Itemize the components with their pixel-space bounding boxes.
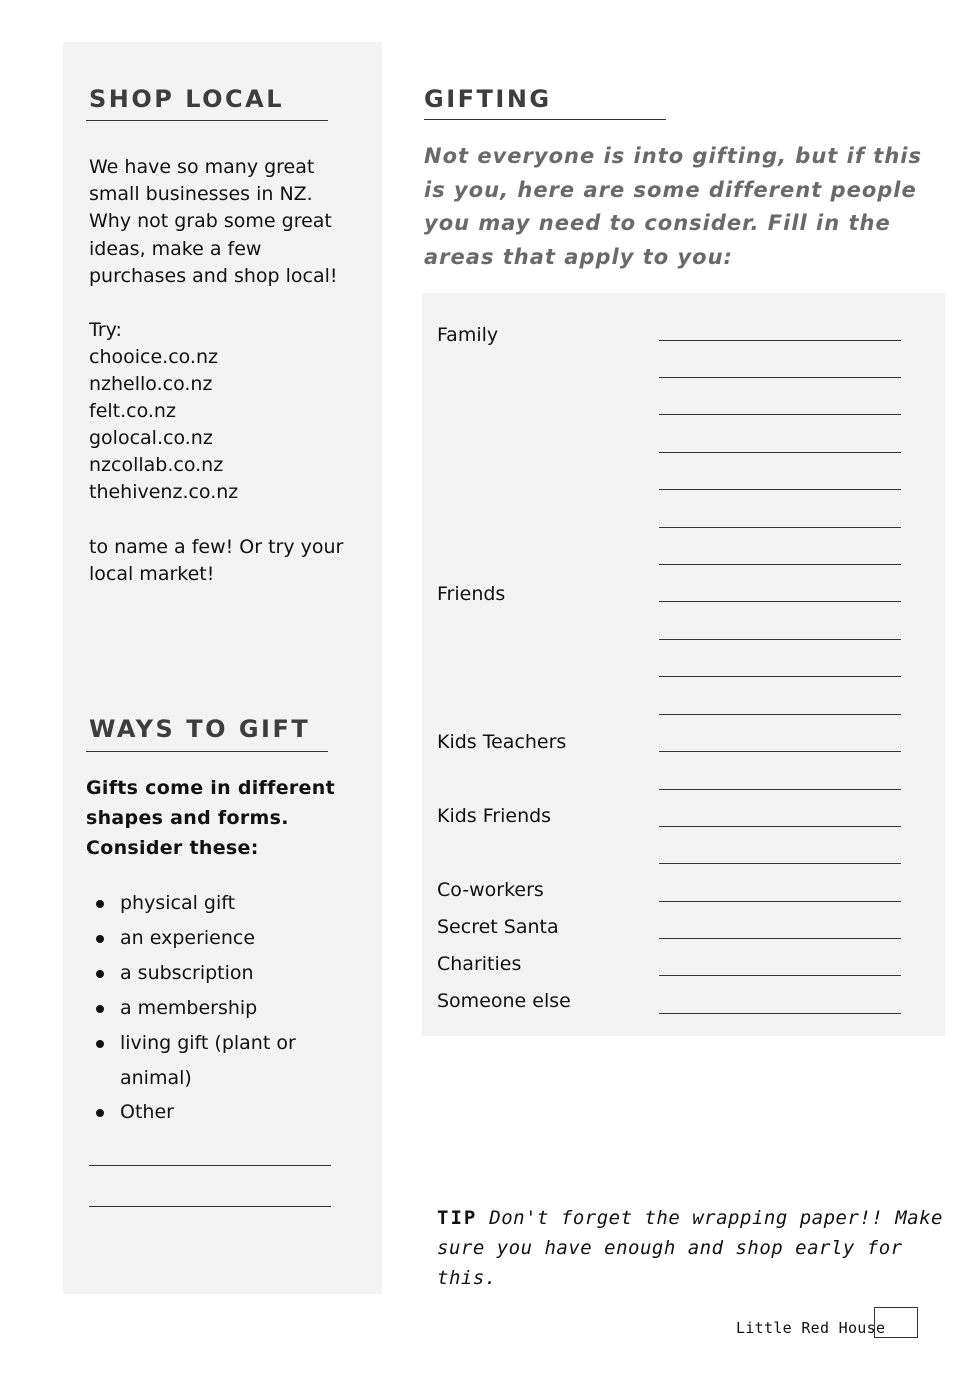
- way-item-other: Other: [120, 1101, 174, 1123]
- try-label: Try:: [89, 319, 122, 341]
- way-item-experience: an experience: [120, 927, 256, 949]
- fill-in-line[interactable]: [659, 676, 901, 677]
- bullet-icon: [96, 1005, 104, 1013]
- recipient-label-family: Family: [437, 324, 499, 346]
- shop-local-heading-rule: [86, 120, 328, 121]
- fill-in-line[interactable]: [659, 863, 901, 864]
- bullet-icon: [96, 935, 104, 943]
- site-item-felt: felt.co.nz: [89, 400, 176, 422]
- fill-in-line[interactable]: [659, 527, 901, 528]
- fill-in-line[interactable]: [659, 789, 901, 790]
- recipient-label-secret-santa: Secret Santa: [437, 916, 559, 938]
- fill-in-line[interactable]: [659, 564, 901, 565]
- fill-in-line[interactable]: [659, 1013, 901, 1014]
- fill-in-line[interactable]: [659, 489, 901, 490]
- shop-local-intro: We have so many great small businesses in NZ. Why not grab some great ideas, make a few purchases and shop local!: [89, 156, 338, 287]
- ways-blank-line-2: [89, 1206, 331, 1207]
- fill-in-line[interactable]: [659, 826, 901, 827]
- ways-to-gift-heading: WAYS TO GIFT: [89, 715, 311, 743]
- recipient-label-charities: Charities: [437, 953, 522, 975]
- bullet-icon: [96, 970, 104, 978]
- bullet-icon: [96, 1109, 104, 1117]
- way-item-subscription: a subscription: [120, 962, 254, 984]
- fill-in-line[interactable]: [659, 340, 901, 341]
- fill-in-line[interactable]: [659, 452, 901, 453]
- tip-body: Don't forget the wrapping paper!! Make sure you have enough and shop early for this.: [437, 1207, 943, 1289]
- recipient-label-friends: Friends: [437, 583, 506, 605]
- recipient-label-kids-teachers: Kids Teachers: [437, 731, 567, 753]
- way-item-membership: a membership: [120, 997, 258, 1019]
- fill-in-line[interactable]: [659, 938, 901, 939]
- bullet-icon: [96, 1040, 104, 1048]
- ways-to-gift-lead: Gifts come in different shapes and forms. Consider these:: [86, 777, 335, 859]
- gifting-heading-rule: [424, 119, 666, 120]
- gifting-heading: GIFTING: [424, 85, 552, 113]
- gifting-intro: Not everyone is into gifting, but if this is you, here are some different people you may need to consider. Fill in the areas that apply to you:: [424, 144, 922, 269]
- tip-label: TIP: [437, 1207, 478, 1229]
- way-item-living-gift: living gift (plant or animal): [120, 1032, 296, 1089]
- fill-in-line[interactable]: [659, 414, 901, 415]
- fill-in-line[interactable]: [659, 377, 901, 378]
- shop-local-outro: to name a few! Or try your local market!: [89, 536, 344, 585]
- site-item-nzhello: nzhello.co.nz: [89, 373, 213, 395]
- recipient-label-co-workers: Co-workers: [437, 879, 544, 901]
- brand-logo-box: [874, 1307, 918, 1338]
- ways-blank-line-1: [89, 1165, 331, 1166]
- recipient-label-someone-else: Someone else: [437, 990, 571, 1012]
- bullet-icon: [96, 900, 104, 908]
- site-item-golocal: golocal.co.nz: [89, 427, 213, 449]
- shop-local-heading: SHOP LOCAL: [89, 85, 285, 113]
- recipient-label-kids-friends: Kids Friends: [437, 805, 552, 827]
- fill-in-line[interactable]: [659, 714, 901, 715]
- site-item-thehivenz: thehivenz.co.nz: [89, 481, 239, 503]
- fill-in-line[interactable]: [659, 601, 901, 602]
- fill-in-line[interactable]: [659, 639, 901, 640]
- site-item-chooice: chooice.co.nz: [89, 346, 218, 368]
- site-item-nzcollab: nzcollab.co.nz: [89, 454, 224, 476]
- ways-to-gift-heading-rule: [86, 751, 328, 752]
- way-item-physical-gift: physical gift: [120, 892, 236, 914]
- tip-note: [437, 1203, 947, 1293]
- fill-in-line[interactable]: [659, 975, 901, 976]
- brand-name: Little Red House: [736, 1319, 886, 1337]
- fill-in-line[interactable]: [659, 751, 901, 752]
- fill-in-line[interactable]: [659, 901, 901, 902]
